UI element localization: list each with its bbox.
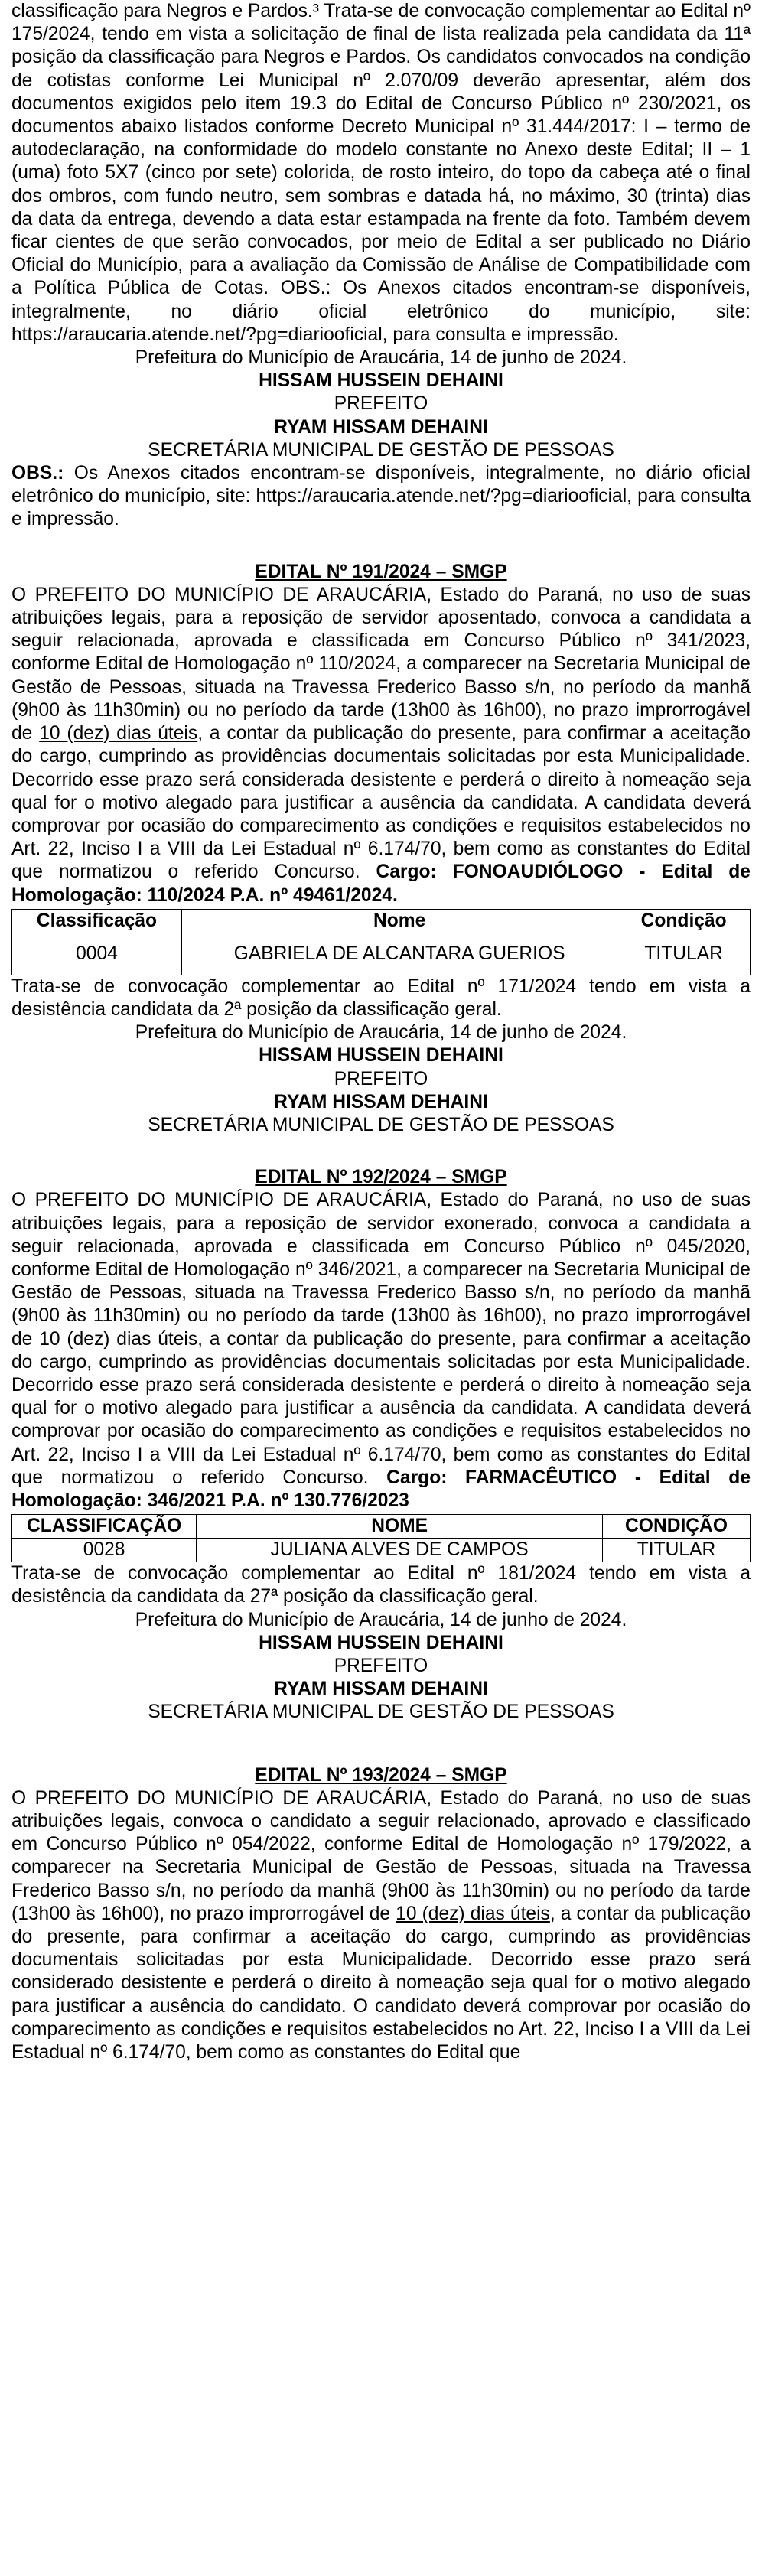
edital-192 <box>11 1166 751 1724</box>
edital-191-mayor-name: HISSAM HUSSEIN DEHAINI <box>259 1045 503 1067</box>
top-section <box>11 0 751 532</box>
top-date: Prefeitura do Município de Araucária, 14 de junho de 2024. <box>135 347 627 369</box>
cell-nome: JULIANA ALVES DE CAMPOS <box>197 1539 603 1562</box>
edital-192-body-text: O PREFEITO DO MUNICÍPIO DE ARAUCÁRIA, Estado do Paraná, no uso de suas atribuições legais, para a reposição de servidor exonerado, convoca a candidata a seguir relacionada, aprovada e classificada em Concurso Público nº 045/2020, conforme Edital de Homologação nº 346/2021, a comparecer na Secretaria Municipal de Gestão de Pessoas, situada na Travessa Frederico Basso s/n, no período da manhã (9h00 às 11h30min) ou no período da tarde (13h00 às 16h00), no prazo improrrogável de 10 (dez) dias úteis, a contar da publicação do presente, para confirmar a aceitação do cargo, cumprindo as providências documentais solicitadas por esta Municipalidade. Decorrido esse prazo será considerada desistente e perderá o direito à nomeação seja qual for o motivo alegado para justificar a ausência da candidata. A candidata deverá comprovar por ocasião do comparecimento as condições e requisitos estabelecidos no Art. 22, Inciso I a VIII da Lei Estadual nº 6.174/70, bem como as constantes do Edital que normatizou o referido Concurso. <box>11 1190 751 1488</box>
top-mayor-title: PREFEITO <box>334 393 428 415</box>
cell-condicao: TITULAR <box>603 1539 751 1562</box>
edital-193-deadline: 10 (dez) dias úteis <box>396 1903 550 1924</box>
edital-191-table <box>11 909 751 975</box>
document-page <box>11 0 751 2064</box>
edital-192-table <box>11 1514 751 1562</box>
edital-192-note: Trata-se de convocação complementar ao Edital nº 181/2024 tendo em vista a desistência da candidata da 27ª posição da classificação geral. <box>11 1563 751 1607</box>
edital-192-date: Prefeitura do Município de Araucária, 14 de junho de 2024. <box>135 1609 627 1630</box>
header-classificacao: Classificação <box>12 909 182 933</box>
edital-191-cargo: Cargo: FONOAUDIÓLOGO - Edital de Homologação: 110/2024 P.A. nº 49461/2024. <box>11 861 751 906</box>
edital-192-mayor-name: HISSAM HUSSEIN DEHAINI <box>259 1632 503 1653</box>
top-obs-text: Os Anexos citados encontram-se disponíveis, integralmente, no diário oficial eletrônico do município, site: https://araucaria.atende.net/?pg=diariooficial, para consulta e impressão. <box>11 463 751 530</box>
top-obs-label: OBS.: <box>11 463 64 484</box>
header-nome: Nome <box>181 909 617 933</box>
edital-192-mayor-title: PREFEITO <box>334 1656 428 1676</box>
edital-191-deadline: 10 (dez) dias úteis <box>39 723 198 744</box>
edital-191-body <box>11 584 751 907</box>
edital-192-title: EDITAL Nº 192/2024 – SMGP <box>255 1167 507 1188</box>
top-paragraph: classificação para Negros e Pardos.³ Trata-se de convocação complementar ao Edital nº 175/2024, tendo em vista a solicitação de final de lista realizada pela candidata da 11ª posição da classificação para Negros e Pardos. Os candidatos convocados na condição de cotistas conforme Lei Municipal nº 2.070/09 deverão apresentar, além dos documentos exigidos pelo item 19.3 do Edital de Concurso Público nº 230/2021, os documentos abaixo listados conforme Decreto Municipal nº 31.444/2017: I – termo de autodeclaração, na conformidade do modelo constante no Anexo deste Edital; II – 1 (uma) foto 5X7 (cinco por sete) colorida, de rosto inteiro, do topo da cabeça até o final dos ombros, com fundo neutro, sem sombras e datada há, no máximo, 30 (trinta) dias da data da entrega, devendo a data estar estampada na frente da foto. Também devem ficar cientes de que serão convocados, por meio de Edital a ser publicado no Diário Oficial do Município, para a avaliação da Comissão de Análise de Compatibilidade com a Política Pública de Cotas. OBS.: Os Anexos citados encontram-se disponíveis, integralmente, no diário oficial eletrônico do município, site: https://araucaria.atende.net/?pg=diariooficial, para consulta e impressão. <box>11 1 751 345</box>
edital-193-body <box>11 1787 751 2064</box>
edital-192-cargo: Cargo: FARMACÊUTICO - Edital de Homologação: 346/2021 P.A. nº 130.776/2023 <box>11 1467 751 1511</box>
edital-191 <box>11 561 751 1137</box>
edital-191-mayor-title: PREFEITO <box>334 1068 428 1089</box>
header-condicao: Condição <box>617 909 751 933</box>
edital-191-secretary-title: SECRETÁRIA MUNICIPAL DE GESTÃO DE PESSOAS <box>148 1114 614 1135</box>
edital-193-body-a: O PREFEITO DO MUNICÍPIO DE ARAUCÁRIA, Estado do Paraná, no uso de suas atribuições legais, convoca o candidato a seguir relacionado, aprovado e classificado em Concurso Público nº 054/2022, conforme Edital de Homologação nº 179/2022, a comparecer na Secretaria Municipal de Gestão de Pessoas, situada na Travessa Frederico Basso s/n, no período da manhã (9h00 às 11h30min) ou no período da tarde (13h00 às 16h00), no prazo improrrogável de <box>11 1787 751 1924</box>
header-condicao: CONDIÇÃO <box>603 1515 751 1539</box>
table-header-row <box>12 909 751 933</box>
header-classificacao: CLASSIFICAÇÃO <box>12 1515 197 1539</box>
edital-193-title: EDITAL Nº 193/2024 – SMGP <box>255 1764 507 1786</box>
cell-classificacao: 0004 <box>12 933 182 975</box>
cell-classificacao: 0028 <box>12 1539 197 1562</box>
edital-192-secretary-title: SECRETÁRIA MUNICIPAL DE GESTÃO DE PESSOAS <box>148 1702 614 1723</box>
top-secretary-title: SECRETÁRIA MUNICIPAL DE GESTÃO DE PESSOAS <box>148 439 614 461</box>
edital-191-note: Trata-se de convocação complementar ao Edital nº 171/2024 tendo em vista a desistência candidata da 2ª posição da classificação geral. <box>11 975 751 1020</box>
header-nome: NOME <box>197 1515 603 1539</box>
edital-191-secretary-name: RYAM HISSAM DEHAINI <box>274 1091 488 1112</box>
edital-191-body-a: O PREFEITO DO MUNICÍPIO DE ARAUCÁRIA, Estado do Paraná, no uso de suas atribuições legais, para a reposição de servidor aposentado, convoca a candidata a seguir relacionada, aprovada e classificada em Concurso Público nº 341/2023, conforme Edital de Homologação nº 110/2024, a comparecer na Secretaria Municipal de Gestão de Pessoas, situada na Travessa Frederico Basso s/n, no período da manhã (9h00 às 11h30min) ou no período da tarde (13h00 às 16h00), no prazo improrrogável de <box>11 584 751 744</box>
edital-191-date: Prefeitura do Município de Araucária, 14 de junho de 2024. <box>135 1022 627 1044</box>
edital-193 <box>11 1764 751 2065</box>
top-mayor-name: HISSAM HUSSEIN DEHAINI <box>259 370 503 392</box>
edital-193-body-b: , a contar da publicação do presente, para confirmar a aceitação do cargo, cumprindo as providências documentais solicitadas por esta Municipalidade. Decorrido esse prazo será considerado desistente e perderá o direito à nomeação seja qual for o motivo alegado para justificar a ausência do candidato. O candidato deverá comprovar por ocasião do comparecimento as condições e requisitos estabelecidos no Art. 22, Inciso I a VIII da Lei Estadual nº 6.174/70, bem como as constantes do Edital que <box>11 1903 751 2063</box>
edital-191-title: EDITAL Nº 191/2024 – SMGP <box>255 561 507 582</box>
edital-192-body <box>11 1189 751 1513</box>
cell-nome: GABRIELA DE ALCANTARA GUERIOS <box>181 933 617 975</box>
table-header-row <box>12 1515 751 1539</box>
cell-condicao: TITULAR <box>617 933 751 975</box>
table-row <box>12 933 751 975</box>
edital-192-secretary-name: RYAM HISSAM DEHAINI <box>274 1679 488 1700</box>
top-secretary-name: RYAM HISSAM DEHAINI <box>274 416 488 438</box>
table-row <box>12 1539 751 1562</box>
top-obs <box>11 462 751 532</box>
edital-191-body-b: , a contar da publicação do presente, para confirmar a aceitação do cargo, cumprindo as providências documentais solicitadas por esta Municipalidade. Decorrido esse prazo será considerada desistente e perderá o direito à nomeação seja qual for o motivo alegado para justificar a ausência da candidata. A candidata deverá comprovar por ocasião do comparecimento as condições e requisitos estabelecidos no Art. 22, Inciso I a VIII da Lei Estadual nº 6.174/70, bem como as constantes do Edital que normatizou o referido Concurso. <box>11 723 751 883</box>
